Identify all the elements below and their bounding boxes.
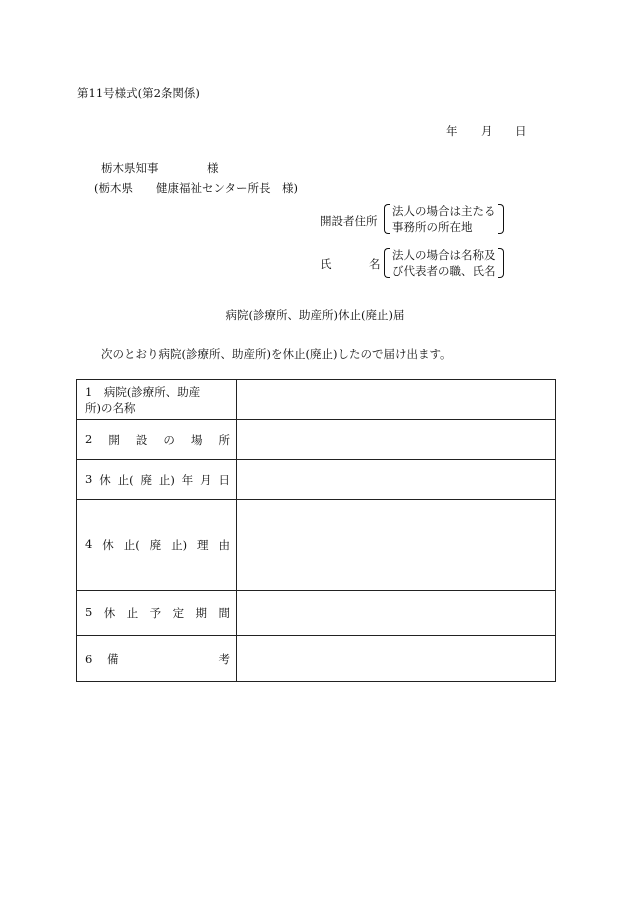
label-char: 備 xyxy=(106,651,119,666)
location-cell[interactable] xyxy=(237,420,556,460)
table-row xyxy=(77,380,556,420)
date-day-label: 日 xyxy=(515,124,527,138)
remarks-cell[interactable] xyxy=(237,636,556,682)
label-char: 休 xyxy=(102,538,114,552)
label-char: 場 xyxy=(190,432,203,447)
facility-name-cell[interactable] xyxy=(237,380,556,420)
label-char: 止( xyxy=(117,472,134,487)
date-year-label: 年 xyxy=(446,124,458,138)
label-char: 休 xyxy=(99,472,111,487)
document-title: 病院(診療所、助産所)休止(廃止)届 xyxy=(225,308,405,322)
row-number-with-first-char xyxy=(85,651,118,667)
reporter-address-note-line1: 法人の場合は主たる xyxy=(392,204,496,218)
table-row xyxy=(77,591,556,636)
table-row xyxy=(77,460,556,500)
label-char: 由 xyxy=(218,538,230,552)
label-char: 止 xyxy=(126,606,139,620)
reporter-address-label: 開設者住所 xyxy=(320,214,378,228)
label-char: 定 xyxy=(172,606,185,620)
report-table xyxy=(76,379,556,682)
addressee-governor: 栃木県知事 xyxy=(101,161,159,175)
row-label-remarks xyxy=(77,636,237,682)
date-month-label: 月 xyxy=(481,124,493,138)
label-char: 廃 xyxy=(149,538,162,552)
reporter-name-note-line2: び代表者の職、氏名 xyxy=(392,264,496,278)
row-number: 3 xyxy=(85,471,93,486)
label-char: の xyxy=(163,432,175,447)
intro-sentence: 次のとおり病院(診療所、助産所)を休止(廃止)したので届け出ます。 xyxy=(101,347,452,361)
row-number: 6 xyxy=(85,651,93,666)
reporter-name-label-2: 名 xyxy=(369,257,381,271)
label-char: 開 xyxy=(108,432,120,447)
reporter-address-note xyxy=(384,203,504,235)
reporter-address-note-line2: 事務所の所在地 xyxy=(392,220,473,234)
label-char: 理 xyxy=(197,538,209,552)
reason-cell[interactable] xyxy=(237,500,556,591)
row-label-reason xyxy=(77,500,237,591)
label-char: 所 xyxy=(218,432,230,447)
label-char: 廃 xyxy=(140,472,152,487)
row-label-location xyxy=(77,420,237,460)
table-row xyxy=(77,420,556,460)
label-char: 年 xyxy=(181,472,194,487)
row-label-facility-name xyxy=(77,380,237,420)
label-char: 日 xyxy=(218,472,230,487)
addressee-honorific: 様 xyxy=(207,161,219,175)
table-row xyxy=(77,500,556,591)
reporter-name-label-1: 氏 xyxy=(320,257,332,271)
label-char: 期 xyxy=(195,606,208,620)
row-label-suspension-date xyxy=(77,460,237,500)
label-char: 休 xyxy=(103,606,116,620)
addressee-center-director: (栃木県 健康福祉センター所長 様) xyxy=(94,181,299,195)
row-label-line2: 所)の名称 xyxy=(85,400,136,415)
label-char: 予 xyxy=(149,606,162,620)
row-number: 4 xyxy=(85,537,93,551)
label-char: 設 xyxy=(135,432,148,447)
row-label-planned-period xyxy=(77,591,237,636)
planned-period-cell[interactable] xyxy=(237,591,556,636)
label-char: 止) xyxy=(171,538,188,552)
suspension-date-cell[interactable] xyxy=(237,460,556,500)
row-number: 5 xyxy=(85,605,93,619)
form-number: 第11号様式(第2条関係) xyxy=(77,86,200,100)
row-label-line1: 1 病院(診療所、助産 xyxy=(85,384,201,399)
label-char: 止( xyxy=(123,538,140,552)
reporter-name-note xyxy=(384,247,504,279)
label-char: 月 xyxy=(200,472,212,487)
table-row xyxy=(77,636,556,682)
row-number: 2 xyxy=(85,431,93,446)
label-char: 考 xyxy=(218,651,230,666)
label-char: 止) xyxy=(158,472,175,487)
label-char: 間 xyxy=(218,606,230,620)
reporter-name-note-line1: 法人の場合は名称及 xyxy=(392,248,496,262)
